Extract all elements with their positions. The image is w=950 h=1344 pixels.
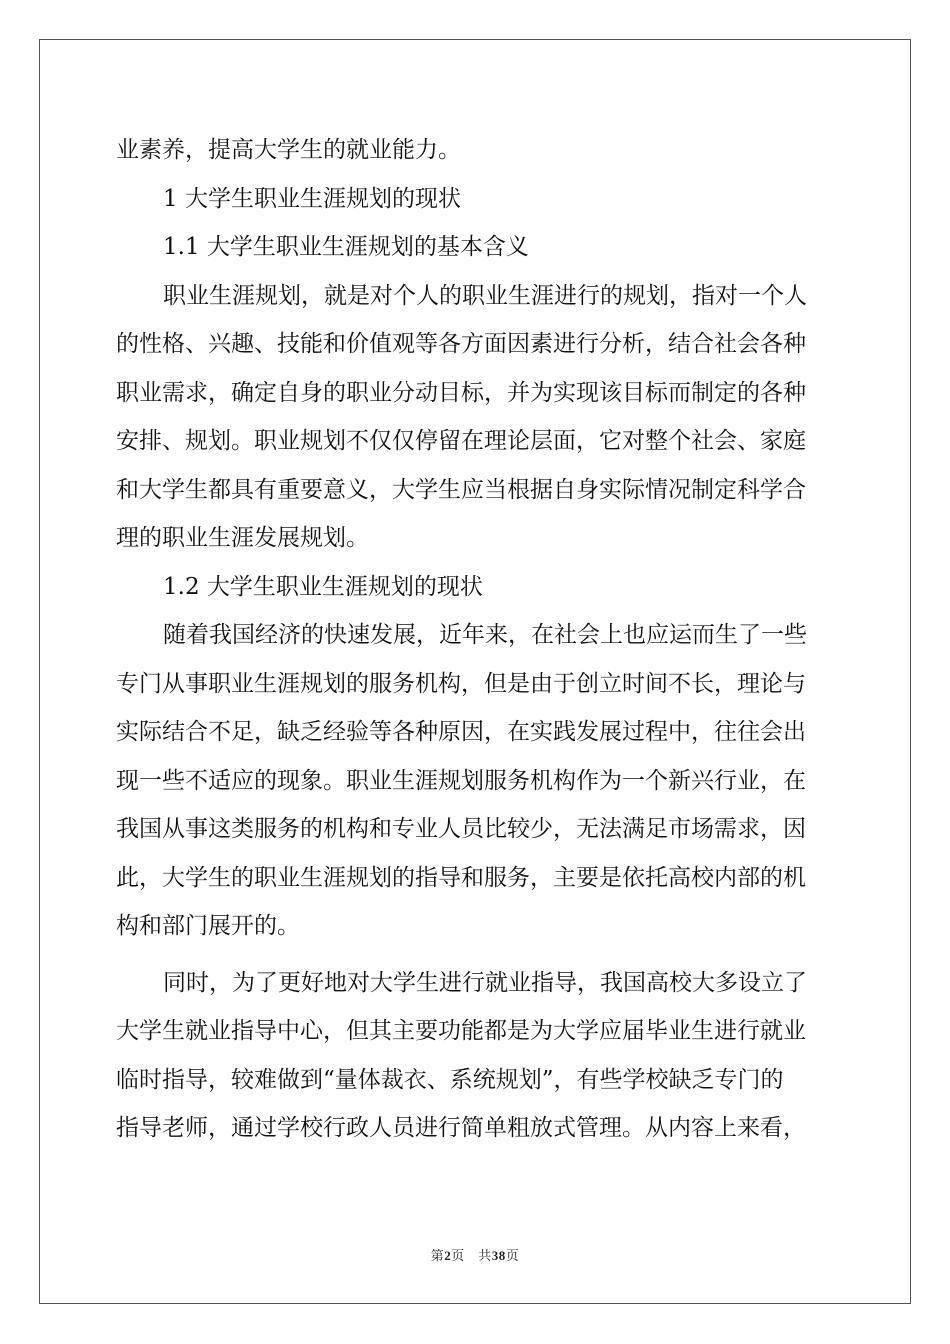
paragraph-line: 随着我国经济的快速发展，近年来，在社会上也应运而生了一些 <box>163 622 807 648</box>
paragraph-line: 指导老师，通过学校行政人员进行简单粗放式管理。从内容上来看， <box>116 1115 806 1141</box>
paragraph-line: 此，大学生的职业生涯规划的指导和服务，主要是依托高校内部的机 <box>116 864 806 891</box>
current-page-number: 2 <box>444 1248 452 1263</box>
paragraph-line: 安排、规划。职业规划不仅仅停留在理论层面，它对整个社会、家庭 <box>116 428 806 454</box>
paragraph-line: 专门从事职业生涯规划的服务机构，但是由于创立时间不长，理论与 <box>116 670 806 697</box>
paragraph-line: 实际结合不足，缺乏经验等各种原因，在实践发展过程中，往往会出 <box>116 719 806 745</box>
section-heading: 1 大学生职业生涯规划的现状 <box>163 185 461 212</box>
subsection-heading: 1.1 大学生职业生涯规划的基本含义 <box>163 234 529 260</box>
paragraph-line: 理的职业生涯发展规划。 <box>116 525 369 551</box>
paragraph-line: 临时指导，较难做到“量体裁衣、系统规划”，有些学校缺乏专门的 <box>116 1066 784 1093</box>
paragraph-line: 大学生就业指导中心，但其主要功能都是为大学应届毕业生进行就业 <box>116 1018 806 1044</box>
paragraph-line: 和大学生都具有重要意义，大学生应当根据自身实际情况制定科学合 <box>116 476 806 503</box>
paragraph-line: 同时，为了更好地对大学生进行就业指导，我国高校大多设立了 <box>163 969 807 996</box>
footer-suffix: 页 <box>505 1249 520 1264</box>
page-footer <box>0 1245 950 1264</box>
paragraph-line: 我国从事这类服务的机构和专业人员比较少，无法满足市场需求，因 <box>116 816 806 842</box>
footer-middle: 页 共 <box>451 1249 492 1264</box>
paragraph-line: 的性格、兴趣、技能和价值观等各方面因素进行分析，结合社会各种 <box>116 331 806 357</box>
paragraph-line: 职业需求，确定自身的职业分动目标，并为实现该目标而制定的各种 <box>116 379 806 406</box>
subsection-heading: 1.2 大学生职业生涯规划的现状 <box>163 573 483 600</box>
paragraph-line: 现一些不适应的现象。职业生涯规划服务机构作为一个新兴行业，在 <box>116 767 806 794</box>
paragraph-gap <box>116 951 836 959</box>
paragraph-line: 职业生涯规划，就是对个人的职业生涯进行的规划，指对一个人 <box>163 282 807 309</box>
total-page-number: 38 <box>491 1248 506 1263</box>
footer-prefix: 第 <box>430 1249 445 1264</box>
document-body <box>116 126 836 1153</box>
text-line: 业素养，提高大学生的就业能力。 <box>116 137 461 163</box>
paragraph-line: 构和部门展开的。 <box>116 913 300 939</box>
